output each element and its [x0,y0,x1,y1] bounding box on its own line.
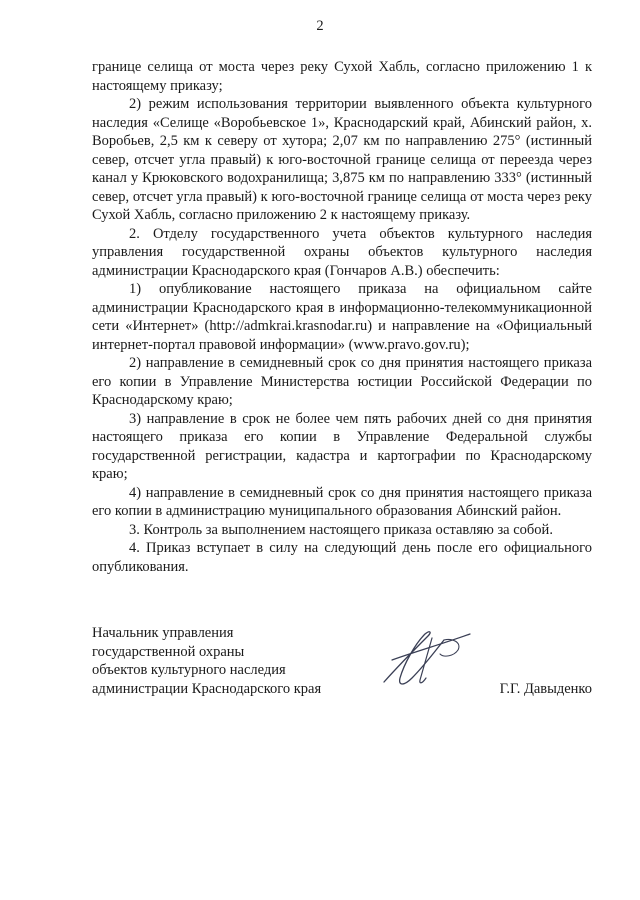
paragraph-subitem-2-justice: 2) направление в семидневный срок со дня принятия настоящего приказа его копии в Управление Министерства юстиции Российской Федерации по Краснодарскому краю; [92,355,592,408]
paragraph-continuation: границе селища от моста через реку Сухой Хабль, согласно приложению 1 к настоящему приказу; [92,59,592,94]
document-body [92,58,592,576]
paragraph-clause-3-control: 3. Контроль за выполнением настоящего приказа оставляю за собой. [129,521,553,538]
signer-position-line: администрации Краснодарского края [92,680,322,697]
signer-name: Г.Г. Давыденко [499,680,592,697]
signature-stroke [420,638,432,683]
paragraph-clause-4-effect: 4. Приказ вступает в силу на следующий день после его официального опубликования. [92,540,592,575]
signature-stroke [384,632,444,684]
signer-position [92,624,352,698]
paragraph-subitem-3-registration: 3) направление в срок не более чем пять рабочих дней со дня принятия настоящего приказа его копии в Управление Федеральной службы государственной регистрации, кадастра и картографии по Краснодарскому краю; [92,410,592,482]
paragraph-subitem-1-publication: 1) опубликование настоящего приказа на официальном сайте администрации Краснодарского края в информационно-телекоммуникационной сети «Интернет» (http://admkrai.krasnodar.ru) и направление на «Официальный интернет-портал правовой информации» (www.pravo.gov.ru); [92,281,592,353]
page-number: 2 [316,18,324,34]
signature-block [92,624,592,704]
signer-position-line: Начальник управления [92,625,234,641]
paragraph-item-2-regime: 2) режим использования территории выявленного объекта культурного наследия «Селище «Воробьевское 1», Краснодарский край, Абинский район, х. Воробьев, 2,5 км к северу от хутора; 2,07 км по направлению 275° (истинный север, отсчет угла правый) к юго-восточной границе селища от переезда через канал у Крюковского водохранилища; 3,875 км по направлению 333° (истинный север, отсчет угла правый) к юго-восточной границе селища от моста через реку Сухой Хабль, согласно приложению 2 к настоящему приказу. [92,96,592,223]
paragraph-subitem-4-municipality: 4) направление в семидневный срок со дня принятия настоящего приказа его копии в администрацию муниципального образования Абинский район. [92,484,592,519]
handwritten-signature [370,612,480,702]
paragraph-clause-2: 2. Отделу государственного учета объектов культурного наследия управления государственной охраны объектов культурного наследия администрации Краснодарского края (Гончаров А.В.) обеспечить: [92,225,592,279]
signer-position-line: государственной охраны [92,643,245,660]
signer-position-line: объектов культурного наследия [92,662,286,678]
